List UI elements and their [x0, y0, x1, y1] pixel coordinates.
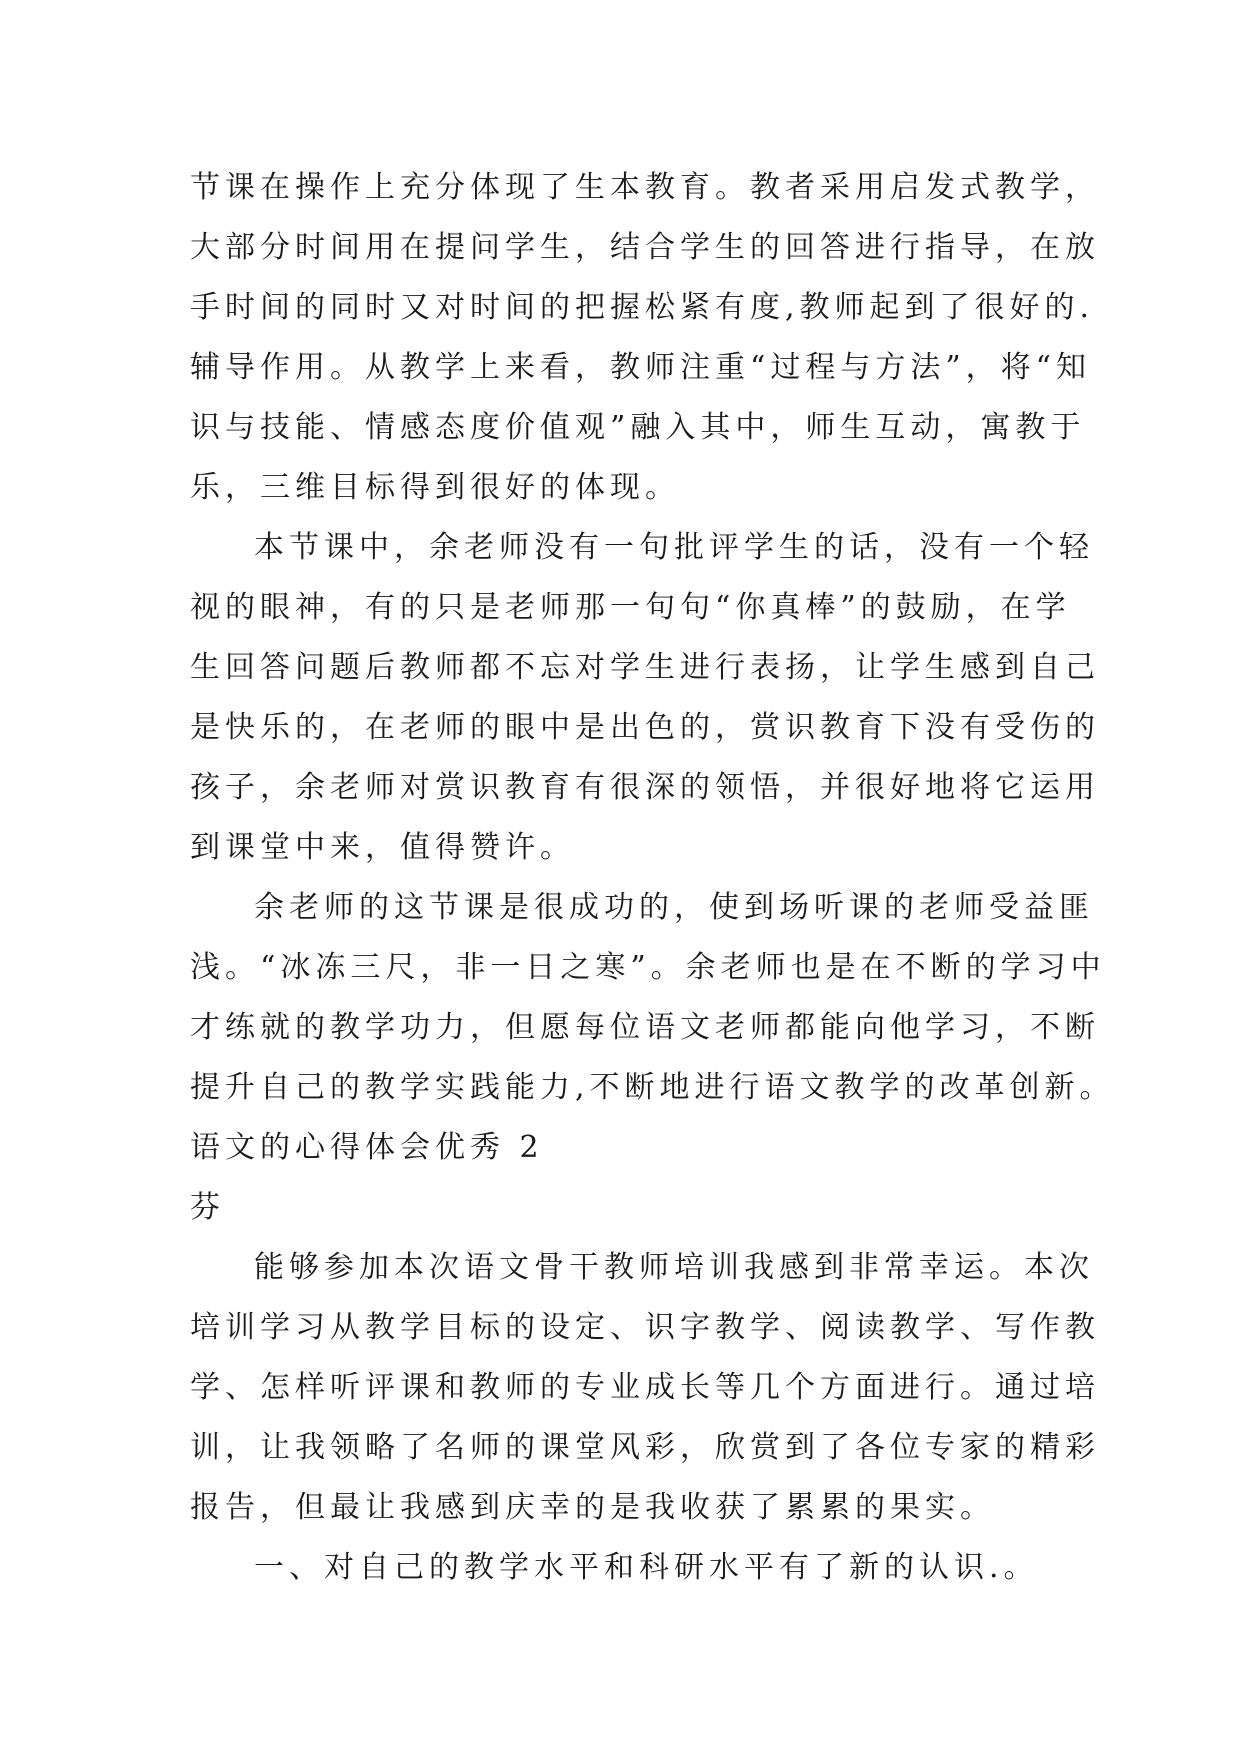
section-heading: [190, 1118, 1070, 1178]
text-line: 大部分时间用在提问学生，结合学生的回答进行指导，在放: [190, 230, 1100, 265]
text-line: 报告，但最让我感到庆幸的是我收获了累累的果实。: [190, 1490, 995, 1525]
text-line: 浅。“冰冻三尺，非一日之寒”。余老师也是在不断的学习中: [190, 950, 1106, 985]
paragraph: [190, 1238, 1100, 1538]
heading-text: 语文的心得体会优秀 2: [190, 1130, 544, 1165]
text-line: 培训学习从教学目标的设定、识字教学、阅读教学、写作教: [190, 1310, 1100, 1345]
text-line: 辅导作用。从教学上来看，教师注重“过程与方法”，将“知: [190, 350, 1092, 385]
text-line: 余老师的这节课是很成功的，使到场听课的老师受益匪: [254, 890, 1094, 925]
paragraph: [190, 878, 1115, 1118]
text-line: 提升自己的教学实践能力,不断地进行语文教学的改革创新。: [190, 1070, 1115, 1105]
text-line: 本节课中，余老师没有一句批评学生的话，没有一个轻: [254, 530, 1094, 565]
text-line: 视的眼神，有的只是老师那一句句“你真棒”的鼓励，在学: [190, 590, 1071, 625]
text-line: 训，让我领略了名师的课堂风彩，欣赏到了各位专家的精彩: [190, 1430, 1100, 1465]
text-line: 学、怎样听评课和教师的专业成长等几个方面进行。通过培: [190, 1370, 1100, 1405]
text-line: 孩子，余老师对赏识教育有很深的领悟，并很好地将它运用: [190, 770, 1100, 805]
text-line: 到课堂中来，值得赞许。: [190, 830, 575, 865]
text-line: 手时间的同时又对时间的把握松紧有度,教师起到了很好的.: [190, 290, 1095, 325]
text-line: 是快乐的，在老师的眼中是出色的，赏识教育下没有受伤的: [190, 710, 1100, 745]
text-line: 乐，三维目标得到很好的体现。: [190, 470, 680, 505]
author-line: [190, 1178, 1070, 1238]
author-text: 芬: [190, 1190, 225, 1225]
paragraph: [190, 518, 1100, 878]
text-line: 能够参加本次语文骨干教师培训我感到非常幸运。本次: [254, 1250, 1094, 1285]
text-line: 生回答问题后教师都不忘对学生进行表扬，让学生感到自己: [190, 650, 1100, 685]
paragraph: [190, 158, 1100, 518]
paragraph: [190, 1538, 1070, 1598]
text-line: 节课在操作上充分体现了生本教育。教者采用启发式教学，: [190, 170, 1100, 205]
text-line: 识与技能、情感态度价值观”融入其中，师生互动，寓教于: [190, 410, 1086, 445]
text-line: 才练就的教学功力，但愿每位语文老师都能向他学习，不断: [190, 1010, 1100, 1045]
document-body: [190, 158, 1115, 1598]
text-line: 一、对自己的教学水平和科研水平有了新的认识.。: [254, 1550, 1039, 1585]
